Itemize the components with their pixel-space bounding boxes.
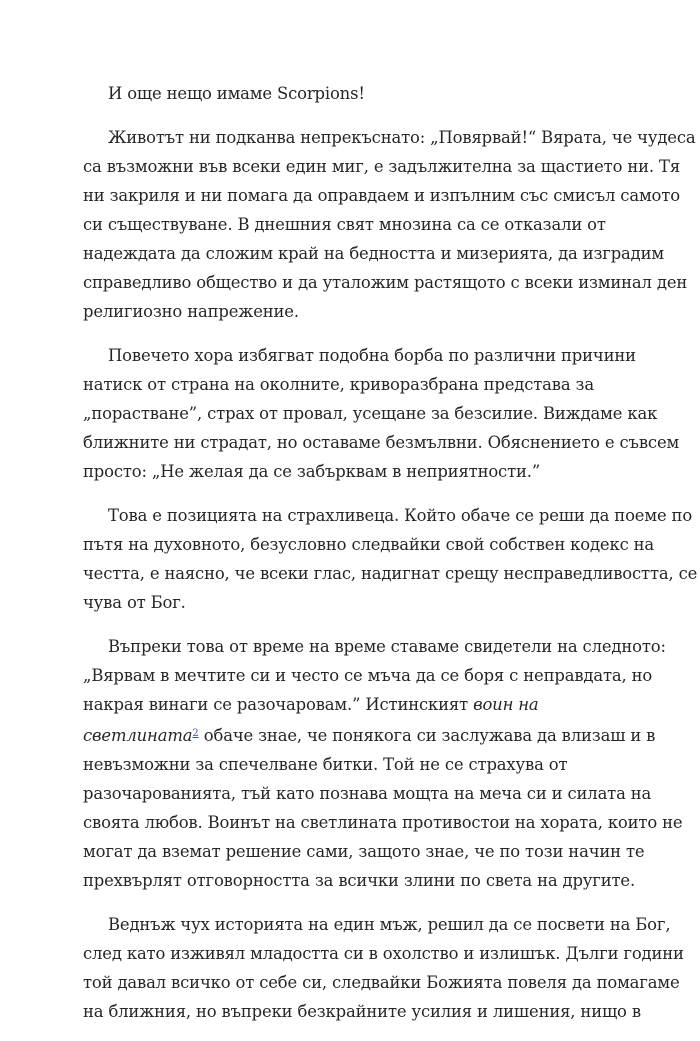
text-line: невъзможни за спечелване битки. Той не се страхува от <box>83 755 568 774</box>
text-line: религиозно напрежение. <box>83 302 299 321</box>
paragraph-2 <box>83 123 696 326</box>
text-line: своята любов. Воинът на светлината противостои на хората, които не <box>83 813 683 832</box>
text-line: той давал всичко от себе си, следвайки Божията повеля да помагаме <box>83 973 680 992</box>
text-line: разочарованията, тъй като познава мощта на меча си и силата на <box>83 784 652 803</box>
text-line: пътя на духовното, безусловно следвайки свой собствен кодекс на <box>83 535 655 554</box>
text-line: могат да вземат решение сами, защото знае, че по този начин те <box>83 842 645 861</box>
text-line: справедливо общество и да уталожим растящото с всеки изминал ден <box>83 273 688 292</box>
text-line: Въпреки това от време на време ставаме свидетели на следното: <box>108 637 666 656</box>
text-line: Повечето хора избягват подобна борба по различни причини <box>108 346 636 365</box>
italic-phrase: воин на <box>473 695 539 714</box>
text-line: след като изживял младостта си в охолство и излишък. Дълги години <box>83 944 684 963</box>
text-line: Веднъж чух историята на един мъж, решил да се посвети на Бог, <box>108 915 671 934</box>
text-line: прехвърлят отговорността за всички злини по света на другите. <box>83 871 636 890</box>
body-text <box>83 79 698 1041</box>
text-line <box>83 719 656 750</box>
text-line: са възможни във всеки един миг, е задължителна за щастието ни. Тя <box>83 157 681 176</box>
text-line: натиск от страна на околните, криворазбрана представа за <box>83 375 594 394</box>
text-line: Животът ни подканва непрекъснато: „Повярвай!“ Вярата, че чудеса <box>108 128 696 147</box>
text-line <box>83 690 618 719</box>
italic-phrase: светлината <box>83 726 193 745</box>
text-line: си съществуване. В днешния свят мнозина са се отказали от <box>83 215 606 234</box>
paragraph-5 <box>83 632 683 895</box>
text-line: на ближния, но въпреки безкрайните усилия и лишения, нищо в <box>83 1002 641 1021</box>
paragraph-3 <box>83 341 680 486</box>
footnote-link[interactable]: 2 <box>192 728 199 739</box>
text-line: честта, е наясно, че всеки глас, надигнат срещу несправедливостта, се <box>83 564 698 583</box>
text-line: надеждата да сложим край на бедността и мизерията, да изградим <box>83 244 664 263</box>
text-line: чува от Бог. <box>83 593 186 612</box>
text-line: Това е позицията на страхливеца. Който обаче се реши да поеме по <box>108 506 693 525</box>
text-line: „Вярвам в мечтите си и често се мъча да се боря с неправдата, но <box>83 666 653 685</box>
text-line: „порастване”, страх от провал, усещане за безсилие. Виждаме как <box>83 404 658 423</box>
text-line: ни закриля и ни помага да оправдаем и изпълним със смисъл самото <box>83 186 680 205</box>
text-line: просто: „Не желая да се забърквам в неприятности.” <box>83 462 541 481</box>
paragraph-6 <box>83 910 684 1026</box>
text-run: накрая винаги се разочаровам.” Истинският <box>83 695 474 714</box>
paragraph-4 <box>83 501 698 617</box>
paragraph-1 <box>83 79 618 108</box>
text-run: обаче знае, че понякога си заслужава да влизаш и в <box>198 726 656 745</box>
text-line: И още нещо имаме Scorpions! <box>108 84 365 103</box>
text-line: ближните ни страдат, но оставаме безмълвни. Обяснението е съвсем <box>83 433 680 452</box>
